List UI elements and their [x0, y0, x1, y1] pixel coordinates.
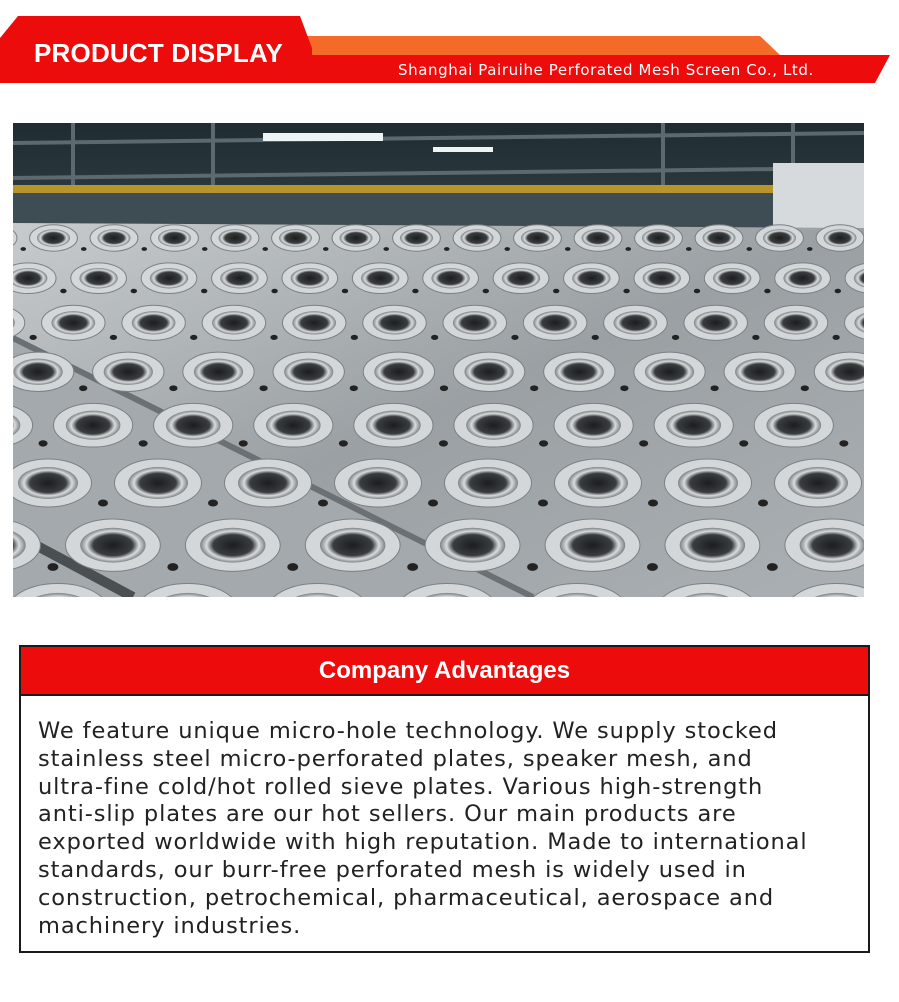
advantages-line: standards, our burr-free perforated mesh is widely used in [38, 856, 747, 883]
advantages-text [38, 718, 850, 940]
advantages-line: machinery industries. [38, 912, 302, 939]
advantages-line: stainless steel micro-perforated plates, speaker mesh, and [38, 745, 753, 772]
company-name: Shanghai Pairuihe Perforated Mesh Screen Co., Ltd. [398, 61, 814, 79]
advantages-header [21, 647, 868, 696]
advantages-line: ultra-fine cold/hot rolled sieve plates. Various high-strength [38, 773, 764, 800]
perforated-plate-image [13, 123, 864, 597]
header-banner [0, 0, 899, 90]
page-title: PRODUCT DISPLAY [34, 38, 284, 68]
advantages-line: We feature unique micro-hole technology. We supply stocked [38, 718, 778, 744]
advantages-panel [19, 645, 870, 953]
product-photo [13, 123, 864, 597]
advantages-title: Company Advantages [318, 656, 571, 684]
advantages-line: construction, petrochemical, pharmaceutical, aerospace and [38, 884, 775, 911]
advantages-line: anti-slip plates are our hot sellers. Our main products are [38, 801, 737, 828]
advantages-line: exported worldwide with high reputation. Made to international [38, 829, 808, 856]
